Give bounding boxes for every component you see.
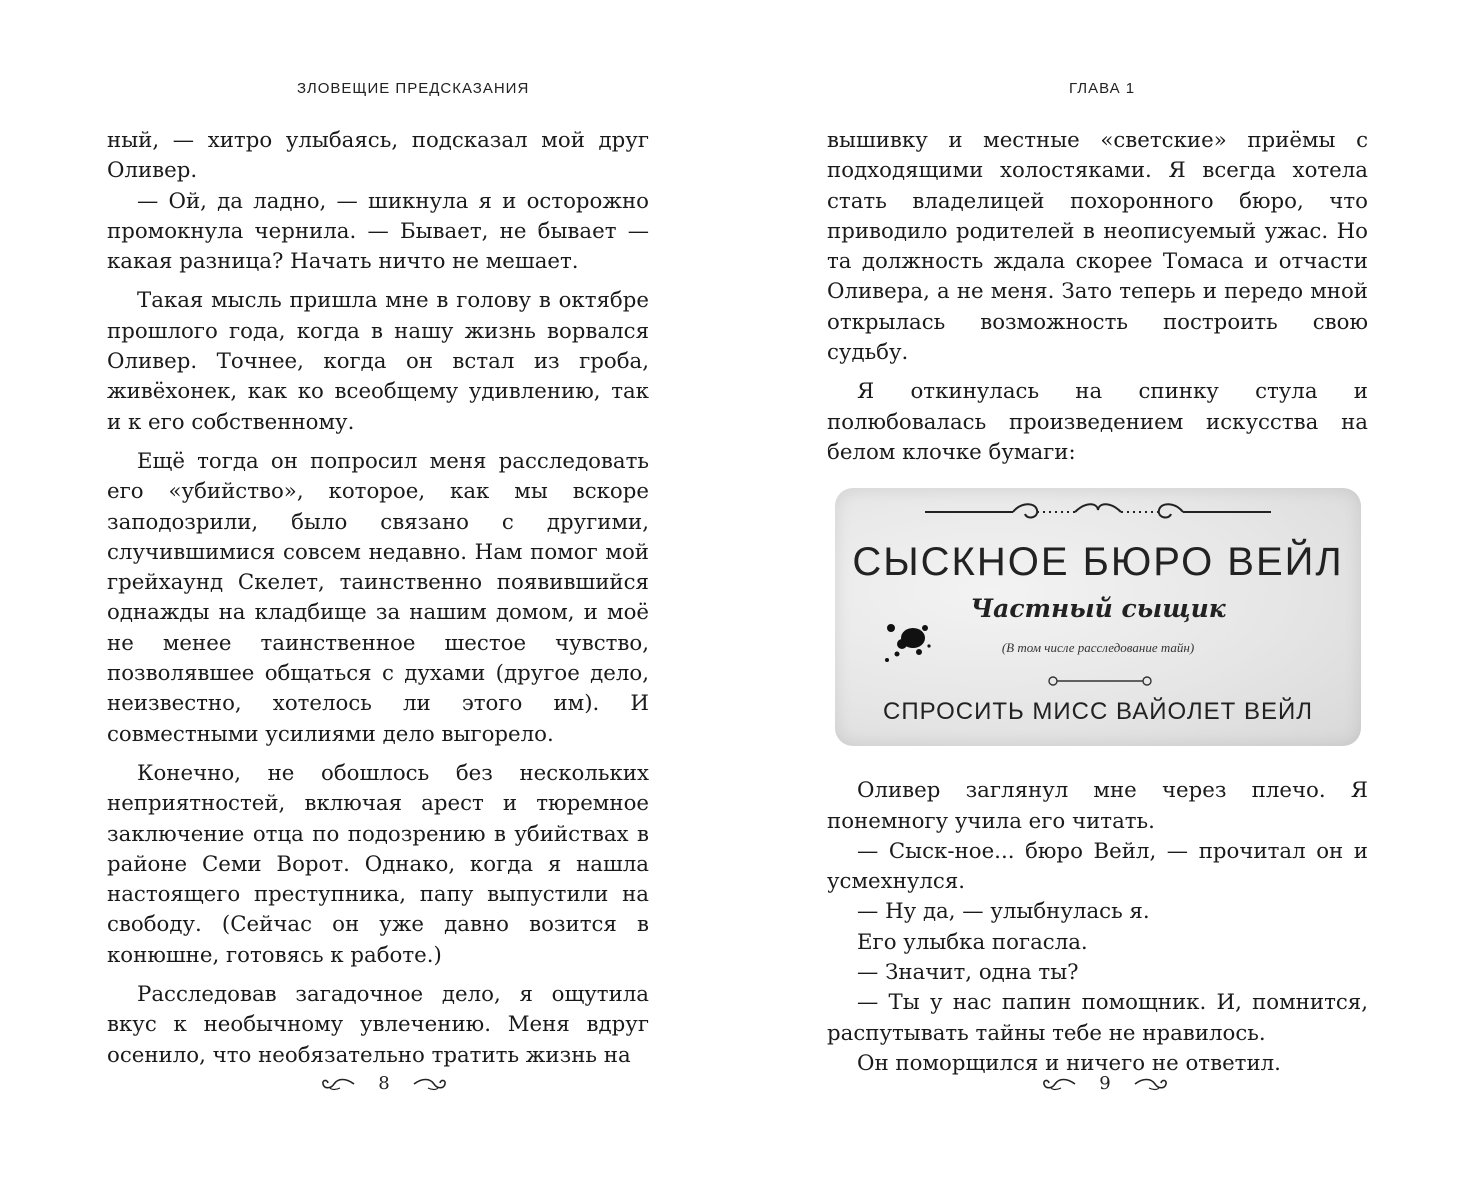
page-number: 9 — [1099, 1073, 1111, 1094]
paragraph: Такая мысль пришла мне в голову в октябре прошлого года, когда в нашу жизнь ворвался Оливер. Точнее, когда он встал из гроба, живёхонек, как ко всеобщему удивлению, так и к его собственному. — [107, 288, 649, 435]
card-title: СЫСКНОЕ БЮРО ВЕЙЛ — [852, 540, 1344, 585]
paragraph: вышивку и местные «светские» приёмы с подходящими холостяками. Я всегда хотела стать владелицей похоронного бюро, что приводило родителей в неописуемый ужас. Но та должность ждала скорее Томаса и отчасти Оливера, а не меня. Зато теперь и передо мной открылась возможность построить свою судьбу. — [827, 128, 1368, 366]
paragraph: — Значит, одна ты? — [857, 960, 1079, 986]
business-card — [835, 488, 1361, 746]
paragraph: Его улыбка погасла. — [857, 929, 1088, 955]
swirl-ornament-icon — [1133, 1076, 1171, 1092]
card-contact: СПРОСИТЬ МИСС ВАЙОЛЕТ ВЕЙЛ — [883, 698, 1313, 726]
left-page — [0, 0, 738, 1182]
card-note: (В том числе расследование тайн) — [1001, 640, 1195, 656]
flourish-divider-icon — [925, 498, 1271, 526]
page-number: 8 — [378, 1073, 390, 1094]
paragraph: Оливер заглянул мне через плечо. Я понемногу учила его читать. — [827, 778, 1368, 834]
paragraph: — Ну да, — улыбнулась я. — [857, 899, 1150, 925]
running-head-left: ЗЛОВЕЩИЕ ПРЕДСКАЗАНИЯ — [297, 80, 530, 97]
paragraph: — Сыск-ное... бюро Вейл, — прочитал он и усмехнулся. — [827, 838, 1368, 895]
folio-right — [1039, 1073, 1171, 1094]
paragraph: ный, — хитро улыбаясь, подсказал мой друг Оливер. — [107, 128, 649, 184]
paragraph: Он поморщился и ничего не ответил. — [857, 1050, 1281, 1076]
paragraph: Конечно, не обошлось без нескольких неприятностей, включая арест и тюремное заключение отца по подозрению в убийствах в районе Семи Ворот. Однако, когда я нашла настоящего преступника, папу выпустили на свободу. (Сейчас он уже давно возится в конюшне, готовясь к работе.) — [107, 760, 649, 968]
paragraph: Ещё тогда он попросил меня расследовать его «убийство», которое, как мы вскоре заподозрили, было связано с другими, случившимися совсем недавно. Нам помог мой грейхаунд Скелет, таинственно появившийся однажды на кладбище за нашим домом, и моё не менее таинственное шестое чувство, позволявшее общаться с духами (другое дело, неизвестно, хотелось ли этого им). И совместными усилиями дело выгорело. — [107, 448, 649, 747]
running-head-right: ГЛАВА 1 — [1069, 80, 1136, 97]
paragraph: Я откинулась на спинку стула и полюбовалась произведением искусства на белом клочке бумаги: — [827, 379, 1368, 465]
paragraph: — Ты у нас папин помощник. И, помнится, распутывать тайны тебе не нравилось. — [827, 990, 1368, 1046]
swirl-ornament-icon — [318, 1076, 356, 1092]
card-subtitle: Частный сыщик — [970, 594, 1226, 624]
right-page-text — [827, 126, 1368, 1079]
folio-left — [318, 1073, 450, 1094]
left-page-text — [107, 126, 649, 1071]
paragraph: Расследовав загадочное дело, я ощутила вкус к необычному увлечению. Меня вдруг осенило, что необязательно тратить жизнь на — [107, 982, 649, 1068]
swirl-ornament-icon — [412, 1076, 450, 1092]
right-page — [739, 0, 1477, 1182]
paragraph: — Ой, да ладно, — шикнула я и осторожно промокнула чернила. — Бывает, не бывает — какая разница? Начать ничто не мешает. — [107, 188, 649, 275]
scroll-divider-icon — [1045, 674, 1155, 688]
swirl-ornament-icon — [1039, 1076, 1077, 1092]
